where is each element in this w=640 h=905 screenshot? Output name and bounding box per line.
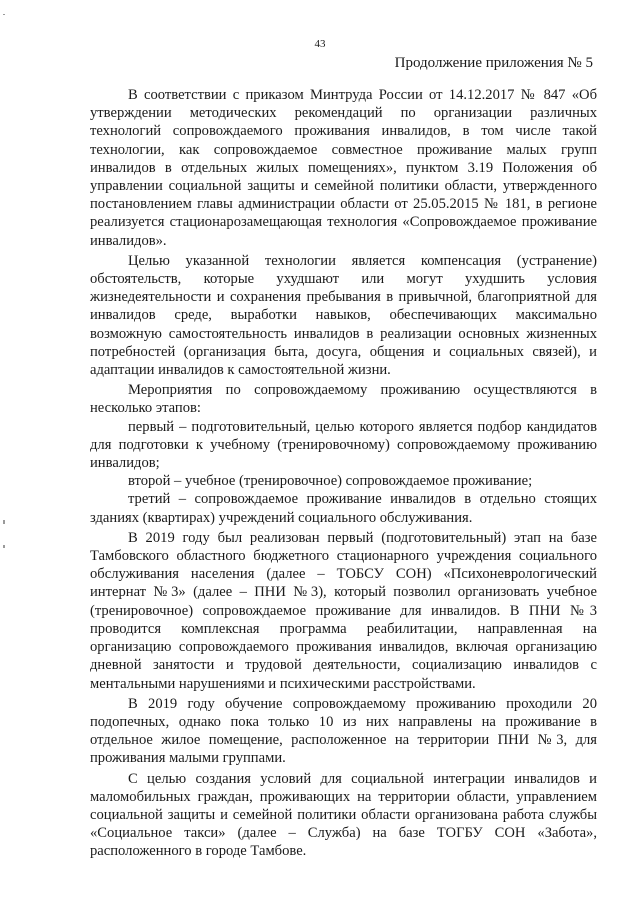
document-body (90, 86, 597, 863)
appendix-continuation-label: Продолжение приложения № 5 (394, 55, 593, 71)
paragraph: С целью создания условий для социальной интеграции инвалидов и маломобильных граждан, проживающих на территории области, управлением социальной защиты и семейной политики области организована работа службы «Социальное такси» (далее – Служба) на базе ТОГБУ СОН «Забота», расположенного в городе Тамбове. (90, 770, 597, 860)
paragraph: В соответствии с приказом Минтруда России от 14.12.2017 № 847 «Об утверждении методических рекомендаций по организации различных технологий сопровождаемого проживания инвалидов, в том числе такой технологии, как сопровождаемое совместное проживание малых групп инвалидов в отдельных жилых помещениях», пунктом 3.19 Положения об управлении социальной защиты и семейной политики области, утвержденного постановлением главы администрации области от 25.05.2015 № 181, в регионе реализуется стационарозамещающая технология «Сопровождаемое проживание инвалидов». (90, 87, 597, 249)
paragraph: Мероприятия по сопровождаемому проживанию осуществляются в несколько этапов: (90, 382, 597, 417)
paragraph: В 2019 году был реализован первый (подготовительный) этап на базе Тамбовского областного бюджетного стационарного учреждения социального обслуживания населения (далее – ТОБСУ СОН) «Психоневрологический интернат №3» (далее – ПНИ №3), который позволил организовать учебное (тренировочное) сопровождаемое проживание для инвалидов. В ПНИ №3 проводится комплексная программа реабилитации, направленная на организацию сопровождаемого проживания инвалидов, включая организацию дневной занятости и трудовой деятельности, социализацию инвалидов с ментальными нарушениями и психическими расстройствами. (90, 529, 597, 692)
paragraph: Целью указанной технологии является компенсация (устранение) обстоятельств, которые ухудшают или могут ухудшить условия жизнедеятельности и сохранения пребывания в привычной, благоприятной для инвалидов среде, выработки навыков, обеспечивающих максимально возможную самостоятельность инвалидов в реализации основных жизненных потребностей (организация быта, досуга, общения и социальных связей), и адаптации инвалидов к самостоятельной жизни. (90, 252, 597, 379)
paragraph: первый – подготовительный, целью которого является подбор кандидатов для подготовки к учебному (тренировочному) сопровождаемому проживанию инвалидов; (90, 418, 597, 472)
scan-mark (3, 520, 5, 524)
paragraph: третий – сопровождаемое проживание инвалидов в отдельно стоящих зданиях (квартирах) учреждений социального обслуживания. (90, 491, 597, 526)
paragraph: В 2019 году обучение сопровождаемому проживанию проходили 20 подопечных, однако пока только 10 из них направлены на проживание в отдельное жилое помещение, расположенное на территории ПНИ №3, для проживания малыми группами. (90, 695, 597, 767)
scan-mark (3, 14, 5, 15)
paragraph: второй – учебное (тренировочное) сопровождаемое проживание; (128, 473, 533, 490)
scan-mark (3, 545, 5, 548)
page-number: 43 (314, 38, 326, 50)
